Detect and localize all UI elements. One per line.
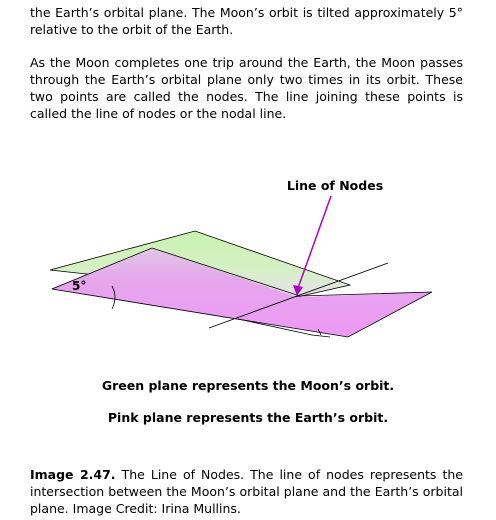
intro-paragraph-fragment: the Earth’s orbital plane. The Moon’s orbit is tilted approximately 5° relative to the orbit of the Earth. [30,5,463,37]
line-of-nodes-label: Line of Nodes [286,178,384,193]
nodes-paragraph: As the Moon completes one trip around the Earth, the Moon passes through the Earth’s orbital plane only two times in its orbit. These two points are called the nodes. The line joining these points is called the line of nodes or the nodal line. [30,55,463,121]
pink-plane-caption: Pink plane represents the Earth’s orbit. [107,410,389,425]
green-plane-caption: Green plane represents the Moon’s orbit. [101,378,395,393]
line-of-nodes-diagram [0,170,496,345]
angle-label: 5° [72,279,87,293]
image-caption-body: The Line of Nodes. The line of nodes represents the intersection between the Moon’s orbital plane and the Earth’s orbital plane. Image Credit: Irina Mullins. [30,467,463,516]
image-caption [30,466,463,517]
image-caption-label: Image 2.47. [30,467,116,482]
